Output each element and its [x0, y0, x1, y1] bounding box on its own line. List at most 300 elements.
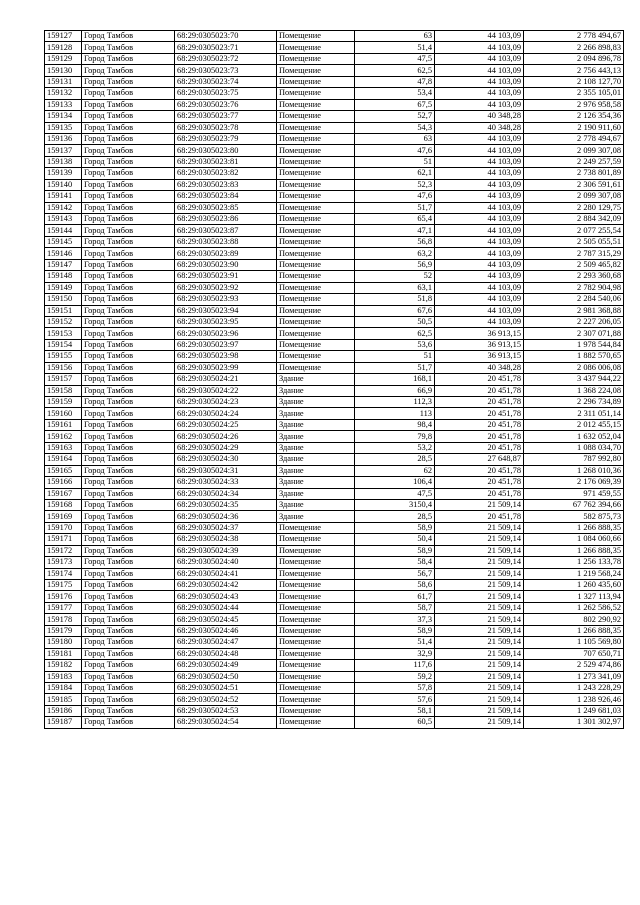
- specific-value-cell: 20 451,78: [435, 477, 524, 488]
- object-type-cell: Помещение: [277, 705, 355, 716]
- area-cell: 57,6: [355, 694, 435, 705]
- specific-value-cell: 44 103,09: [435, 99, 524, 110]
- cadastral-value-cell: 2 012 455,15: [524, 419, 624, 430]
- specific-value-cell: 20 451,78: [435, 488, 524, 499]
- municipality-cell: Город Тамбов: [82, 316, 175, 327]
- area-cell: 57,8: [355, 682, 435, 693]
- municipality-cell: Город Тамбов: [82, 717, 175, 728]
- cadastral-number-cell: 68:29:0305023:83: [175, 179, 277, 190]
- municipality-cell: Город Тамбов: [82, 442, 175, 453]
- cadastral-number-cell: 68:29:0305024:51: [175, 682, 277, 693]
- cadastral-value-cell: 1 268 010,36: [524, 465, 624, 476]
- cadastral-value-cell: 1 238 926,46: [524, 694, 624, 705]
- object-type-cell: Помещение: [277, 191, 355, 202]
- table-row: [45, 305, 624, 316]
- cadastral-value-cell: 2 738 801,89: [524, 168, 624, 179]
- area-cell: 51,4: [355, 42, 435, 53]
- cadastral-number-cell: 68:29:0305023:92: [175, 282, 277, 293]
- cadastral-value-cell: 1 256 133,78: [524, 557, 624, 568]
- cadastral-value-cell: 2 099 307,08: [524, 145, 624, 156]
- area-cell: 47,8: [355, 76, 435, 87]
- municipality-cell: Город Тамбов: [82, 168, 175, 179]
- object-type-cell: Здание: [277, 511, 355, 522]
- cadastral-number-cell: 68:29:0305024:54: [175, 717, 277, 728]
- cadastral-number-cell: 68:29:0305024:24: [175, 408, 277, 419]
- municipality-cell: Город Тамбов: [82, 31, 175, 42]
- table-row: [45, 534, 624, 545]
- specific-value-cell: 20 451,78: [435, 385, 524, 396]
- cadastral-number-cell: 68:29:0305023:93: [175, 294, 277, 305]
- cadastral-number-cell: 68:29:0305023:71: [175, 42, 277, 53]
- area-cell: 65,4: [355, 214, 435, 225]
- row-number-cell: 159174: [45, 568, 82, 579]
- cadastral-value-cell: 2 307 071,88: [524, 328, 624, 339]
- cadastral-value-cell: 2 190 911,60: [524, 122, 624, 133]
- cadastral-value-cell: 707 650,71: [524, 648, 624, 659]
- row-number-cell: 159143: [45, 214, 82, 225]
- specific-value-cell: 40 348,28: [435, 362, 524, 373]
- cadastral-value-cell: 2 787 315,29: [524, 248, 624, 259]
- cadastral-number-cell: 68:29:0305023:86: [175, 214, 277, 225]
- specific-value-cell: 21 509,14: [435, 568, 524, 579]
- table-row: [45, 648, 624, 659]
- table-row: [45, 580, 624, 591]
- cadastral-number-cell: 68:29:0305024:52: [175, 694, 277, 705]
- cadastral-value-cell: 2 126 354,36: [524, 111, 624, 122]
- cadastral-number-cell: 68:29:0305024:21: [175, 374, 277, 385]
- row-number-cell: 159139: [45, 168, 82, 179]
- row-number-cell: 159180: [45, 637, 82, 648]
- municipality-cell: Город Тамбов: [82, 465, 175, 476]
- specific-value-cell: 44 103,09: [435, 53, 524, 64]
- municipality-cell: Город Тамбов: [82, 99, 175, 110]
- municipality-cell: Город Тамбов: [82, 499, 175, 510]
- area-cell: 63: [355, 133, 435, 144]
- cadastral-value-cell: 1 273 341,09: [524, 671, 624, 682]
- specific-value-cell: 21 509,14: [435, 522, 524, 533]
- cadastral-number-cell: 68:29:0305023:78: [175, 122, 277, 133]
- cadastral-number-cell: 68:29:0305023:79: [175, 133, 277, 144]
- cadastral-value-cell: 1 882 570,65: [524, 351, 624, 362]
- cadastral-number-cell: 68:29:0305024:44: [175, 602, 277, 613]
- municipality-cell: Город Тамбов: [82, 637, 175, 648]
- area-cell: 63: [355, 31, 435, 42]
- specific-value-cell: 44 103,09: [435, 156, 524, 167]
- area-cell: 62,1: [355, 168, 435, 179]
- cadastral-number-cell: 68:29:0305024:41: [175, 568, 277, 579]
- specific-value-cell: 44 103,09: [435, 305, 524, 316]
- table-row: [45, 408, 624, 419]
- table-row: [45, 294, 624, 305]
- row-number-cell: 159168: [45, 499, 82, 510]
- specific-value-cell: 44 103,09: [435, 191, 524, 202]
- row-number-cell: 159171: [45, 534, 82, 545]
- object-type-cell: Помещение: [277, 156, 355, 167]
- area-cell: 51: [355, 351, 435, 362]
- municipality-cell: Город Тамбов: [82, 648, 175, 659]
- municipality-cell: Город Тамбов: [82, 625, 175, 636]
- area-cell: 47,6: [355, 191, 435, 202]
- row-number-cell: 159186: [45, 705, 82, 716]
- cadastral-value-cell: 787 992,80: [524, 454, 624, 465]
- area-cell: 50,4: [355, 534, 435, 545]
- cadastral-number-cell: 68:29:0305023:72: [175, 53, 277, 64]
- municipality-cell: Город Тамбов: [82, 236, 175, 247]
- specific-value-cell: 44 103,09: [435, 179, 524, 190]
- table-row: [45, 682, 624, 693]
- row-number-cell: 159182: [45, 660, 82, 671]
- area-cell: 28,5: [355, 511, 435, 522]
- table-row: [45, 602, 624, 613]
- table-row: [45, 65, 624, 76]
- table-row: [45, 591, 624, 602]
- municipality-cell: Город Тамбов: [82, 694, 175, 705]
- area-cell: 58,7: [355, 602, 435, 613]
- row-number-cell: 159165: [45, 465, 82, 476]
- object-type-cell: Помещение: [277, 214, 355, 225]
- municipality-cell: Город Тамбов: [82, 88, 175, 99]
- area-cell: 58,9: [355, 545, 435, 556]
- cadastral-number-cell: 68:29:0305023:81: [175, 156, 277, 167]
- row-number-cell: 159157: [45, 374, 82, 385]
- area-cell: 113: [355, 408, 435, 419]
- object-type-cell: Помещение: [277, 271, 355, 282]
- object-type-cell: Помещение: [277, 111, 355, 122]
- object-type-cell: Помещение: [277, 637, 355, 648]
- specific-value-cell: 44 103,09: [435, 145, 524, 156]
- municipality-cell: Город Тамбов: [82, 522, 175, 533]
- area-cell: 58,9: [355, 625, 435, 636]
- table-row: [45, 545, 624, 556]
- table-row: [45, 671, 624, 682]
- specific-value-cell: 20 451,78: [435, 419, 524, 430]
- cadastral-number-cell: 68:29:0305024:35: [175, 499, 277, 510]
- specific-value-cell: 20 451,78: [435, 511, 524, 522]
- cadastral-number-cell: 68:29:0305023:99: [175, 362, 277, 373]
- area-cell: 58,6: [355, 580, 435, 591]
- table-row: [45, 88, 624, 99]
- specific-value-cell: 20 451,78: [435, 431, 524, 442]
- object-type-cell: Помещение: [277, 168, 355, 179]
- cadastral-value-cell: 2 266 898,83: [524, 42, 624, 53]
- row-number-cell: 159172: [45, 545, 82, 556]
- municipality-cell: Город Тамбов: [82, 122, 175, 133]
- municipality-cell: Город Тамбов: [82, 602, 175, 613]
- specific-value-cell: 44 103,09: [435, 294, 524, 305]
- cadastral-value-cell: 582 875,73: [524, 511, 624, 522]
- area-cell: 79,8: [355, 431, 435, 442]
- municipality-cell: Город Тамбов: [82, 568, 175, 579]
- table-row: [45, 614, 624, 625]
- row-number-cell: 159159: [45, 397, 82, 408]
- area-cell: 47,5: [355, 53, 435, 64]
- row-number-cell: 159131: [45, 76, 82, 87]
- row-number-cell: 159161: [45, 419, 82, 430]
- cadastral-value-table: [44, 30, 624, 729]
- specific-value-cell: 36 913,15: [435, 351, 524, 362]
- cadastral-number-cell: 68:29:0305023:96: [175, 328, 277, 339]
- table-row: [45, 431, 624, 442]
- row-number-cell: 159173: [45, 557, 82, 568]
- area-cell: 60,5: [355, 717, 435, 728]
- table-row: [45, 374, 624, 385]
- row-number-cell: 159129: [45, 53, 82, 64]
- specific-value-cell: 21 509,14: [435, 580, 524, 591]
- specific-value-cell: 21 509,14: [435, 648, 524, 659]
- table-row: [45, 705, 624, 716]
- cadastral-value-cell: 1 301 302,97: [524, 717, 624, 728]
- object-type-cell: Помещение: [277, 625, 355, 636]
- cadastral-number-cell: 68:29:0305024:48: [175, 648, 277, 659]
- specific-value-cell: 21 509,14: [435, 614, 524, 625]
- row-number-cell: 159141: [45, 191, 82, 202]
- cadastral-number-cell: 68:29:0305023:88: [175, 236, 277, 247]
- municipality-cell: Город Тамбов: [82, 545, 175, 556]
- specific-value-cell: 44 103,09: [435, 248, 524, 259]
- cadastral-value-cell: 1 219 568,24: [524, 568, 624, 579]
- cadastral-number-cell: 68:29:0305024:36: [175, 511, 277, 522]
- municipality-cell: Город Тамбов: [82, 202, 175, 213]
- row-number-cell: 159133: [45, 99, 82, 110]
- object-type-cell: Помещение: [277, 282, 355, 293]
- object-type-cell: Помещение: [277, 88, 355, 99]
- specific-value-cell: 44 103,09: [435, 168, 524, 179]
- municipality-cell: Город Тамбов: [82, 179, 175, 190]
- row-number-cell: 159175: [45, 580, 82, 591]
- cadastral-value-cell: 1 262 586,52: [524, 602, 624, 613]
- cadastral-value-cell: 2 108 127,70: [524, 76, 624, 87]
- cadastral-value-cell: 2 782 904,98: [524, 282, 624, 293]
- municipality-cell: Город Тамбов: [82, 408, 175, 419]
- table-row: [45, 362, 624, 373]
- table-row: [45, 442, 624, 453]
- row-number-cell: 159127: [45, 31, 82, 42]
- row-number-cell: 159140: [45, 179, 82, 190]
- row-number-cell: 159162: [45, 431, 82, 442]
- area-cell: 50,5: [355, 316, 435, 327]
- object-type-cell: Помещение: [277, 236, 355, 247]
- object-type-cell: Помещение: [277, 259, 355, 270]
- area-cell: 67,5: [355, 99, 435, 110]
- area-cell: 59,2: [355, 671, 435, 682]
- cadastral-value-cell: 1 632 052,04: [524, 431, 624, 442]
- row-number-cell: 159147: [45, 259, 82, 270]
- area-cell: 47,5: [355, 488, 435, 499]
- row-number-cell: 159163: [45, 442, 82, 453]
- row-number-cell: 159144: [45, 225, 82, 236]
- table-row: [45, 191, 624, 202]
- municipality-cell: Город Тамбов: [82, 671, 175, 682]
- municipality-cell: Город Тамбов: [82, 76, 175, 87]
- specific-value-cell: 21 509,14: [435, 671, 524, 682]
- specific-value-cell: 21 509,14: [435, 682, 524, 693]
- specific-value-cell: 44 103,09: [435, 202, 524, 213]
- municipality-cell: Город Тамбов: [82, 488, 175, 499]
- area-cell: 58,9: [355, 522, 435, 533]
- cadastral-value-cell: 3 437 944,22: [524, 374, 624, 385]
- cadastral-number-cell: 68:29:0305023:75: [175, 88, 277, 99]
- cadastral-value-cell: 1 978 544,84: [524, 339, 624, 350]
- object-type-cell: Здание: [277, 465, 355, 476]
- table-row: [45, 179, 624, 190]
- cadastral-value-cell: 802 290,92: [524, 614, 624, 625]
- specific-value-cell: 40 348,28: [435, 111, 524, 122]
- municipality-cell: Город Тамбов: [82, 339, 175, 350]
- area-cell: 52,7: [355, 111, 435, 122]
- specific-value-cell: 21 509,14: [435, 534, 524, 545]
- cadastral-value-cell: 2 778 494,67: [524, 31, 624, 42]
- cadastral-value-cell: 2 505 055,51: [524, 236, 624, 247]
- table-row: [45, 282, 624, 293]
- cadastral-value-cell: 2 077 255,54: [524, 225, 624, 236]
- table-row: [45, 271, 624, 282]
- cadastral-number-cell: 68:29:0305024:30: [175, 454, 277, 465]
- object-type-cell: Помещение: [277, 614, 355, 625]
- table-row: [45, 660, 624, 671]
- cadastral-value-cell: 2 099 307,08: [524, 191, 624, 202]
- row-number-cell: 159150: [45, 294, 82, 305]
- specific-value-cell: 21 509,14: [435, 602, 524, 613]
- cadastral-value-cell: 1 249 681,03: [524, 705, 624, 716]
- table-row: [45, 214, 624, 225]
- municipality-cell: Город Тамбов: [82, 42, 175, 53]
- cadastral-number-cell: 68:29:0305023:87: [175, 225, 277, 236]
- specific-value-cell: 44 103,09: [435, 271, 524, 282]
- row-number-cell: 159178: [45, 614, 82, 625]
- object-type-cell: Помещение: [277, 145, 355, 156]
- municipality-cell: Город Тамбов: [82, 705, 175, 716]
- table-row: [45, 328, 624, 339]
- object-type-cell: Помещение: [277, 362, 355, 373]
- cadastral-value-cell: 1 327 113,94: [524, 591, 624, 602]
- cadastral-number-cell: 68:29:0305023:89: [175, 248, 277, 259]
- object-type-cell: Помещение: [277, 545, 355, 556]
- row-number-cell: 159158: [45, 385, 82, 396]
- object-type-cell: Помещение: [277, 248, 355, 259]
- table-row: [45, 557, 624, 568]
- row-number-cell: 159184: [45, 682, 82, 693]
- table-row: [45, 694, 624, 705]
- object-type-cell: Здание: [277, 374, 355, 385]
- specific-value-cell: 44 103,09: [435, 133, 524, 144]
- object-type-cell: Помещение: [277, 660, 355, 671]
- municipality-cell: Город Тамбов: [82, 259, 175, 270]
- table-row: [45, 397, 624, 408]
- specific-value-cell: 44 103,09: [435, 282, 524, 293]
- municipality-cell: Город Тамбов: [82, 53, 175, 64]
- row-number-cell: 159154: [45, 339, 82, 350]
- specific-value-cell: 44 103,09: [435, 76, 524, 87]
- row-number-cell: 159166: [45, 477, 82, 488]
- table-row: [45, 225, 624, 236]
- row-number-cell: 159185: [45, 694, 82, 705]
- row-number-cell: 159179: [45, 625, 82, 636]
- table-row: [45, 31, 624, 42]
- table-row: [45, 637, 624, 648]
- cadastral-value-cell: 2 094 896,78: [524, 53, 624, 64]
- object-type-cell: Помещение: [277, 99, 355, 110]
- row-number-cell: 159146: [45, 248, 82, 259]
- object-type-cell: Здание: [277, 499, 355, 510]
- cadastral-number-cell: 68:29:0305023:80: [175, 145, 277, 156]
- row-number-cell: 159142: [45, 202, 82, 213]
- object-type-cell: Помещение: [277, 682, 355, 693]
- specific-value-cell: 21 509,14: [435, 545, 524, 556]
- area-cell: 106,4: [355, 477, 435, 488]
- object-type-cell: Помещение: [277, 328, 355, 339]
- specific-value-cell: 20 451,78: [435, 397, 524, 408]
- row-number-cell: 159177: [45, 602, 82, 613]
- cadastral-number-cell: 68:29:0305024:33: [175, 477, 277, 488]
- specific-value-cell: 36 913,15: [435, 339, 524, 350]
- cadastral-value-cell: 1 266 888,35: [524, 522, 624, 533]
- cadastral-number-cell: 68:29:0305024:22: [175, 385, 277, 396]
- cadastral-number-cell: 68:29:0305023:90: [175, 259, 277, 270]
- municipality-cell: Город Тамбов: [82, 374, 175, 385]
- cadastral-value-cell: 1 243 228,29: [524, 682, 624, 693]
- row-number-cell: 159181: [45, 648, 82, 659]
- cadastral-value-cell: 2 529 474,86: [524, 660, 624, 671]
- table-row: [45, 419, 624, 430]
- specific-value-cell: 44 103,09: [435, 316, 524, 327]
- table-row: [45, 465, 624, 476]
- area-cell: 53,2: [355, 442, 435, 453]
- object-type-cell: Помещение: [277, 294, 355, 305]
- object-type-cell: Помещение: [277, 42, 355, 53]
- object-type-cell: Помещение: [277, 76, 355, 87]
- row-number-cell: 159149: [45, 282, 82, 293]
- table-body: [45, 31, 624, 729]
- object-type-cell: Помещение: [277, 671, 355, 682]
- row-number-cell: 159145: [45, 236, 82, 247]
- object-type-cell: Помещение: [277, 568, 355, 579]
- table-row: [45, 339, 624, 350]
- cadastral-value-cell: 2 509 465,82: [524, 259, 624, 270]
- cadastral-value-cell: 2 293 360,68: [524, 271, 624, 282]
- specific-value-cell: 40 348,28: [435, 122, 524, 133]
- cadastral-number-cell: 68:29:0305024:34: [175, 488, 277, 499]
- cadastral-number-cell: 68:29:0305024:46: [175, 625, 277, 636]
- cadastral-number-cell: 68:29:0305024:23: [175, 397, 277, 408]
- area-cell: 61,7: [355, 591, 435, 602]
- object-type-cell: Помещение: [277, 122, 355, 133]
- area-cell: 98,4: [355, 419, 435, 430]
- table-row: [45, 248, 624, 259]
- object-type-cell: Здание: [277, 477, 355, 488]
- cadastral-value-cell: 1 105 569,80: [524, 637, 624, 648]
- table-row: [45, 511, 624, 522]
- specific-value-cell: 36 913,15: [435, 328, 524, 339]
- cadastral-value-cell: 1 084 060,66: [524, 534, 624, 545]
- area-cell: 112,3: [355, 397, 435, 408]
- specific-value-cell: 21 509,14: [435, 591, 524, 602]
- cadastral-number-cell: 68:29:0305024:42: [175, 580, 277, 591]
- table-row: [45, 316, 624, 327]
- object-type-cell: Помещение: [277, 31, 355, 42]
- row-number-cell: 159155: [45, 351, 82, 362]
- municipality-cell: Город Тамбов: [82, 145, 175, 156]
- cadastral-number-cell: 68:29:0305023:70: [175, 31, 277, 42]
- table-row: [45, 499, 624, 510]
- area-cell: 58,1: [355, 705, 435, 716]
- row-number-cell: 159148: [45, 271, 82, 282]
- municipality-cell: Город Тамбов: [82, 580, 175, 591]
- row-number-cell: 159183: [45, 671, 82, 682]
- cadastral-number-cell: 68:29:0305024:29: [175, 442, 277, 453]
- municipality-cell: Город Тамбов: [82, 385, 175, 396]
- cadastral-number-cell: 68:29:0305024:31: [175, 465, 277, 476]
- municipality-cell: Город Тамбов: [82, 282, 175, 293]
